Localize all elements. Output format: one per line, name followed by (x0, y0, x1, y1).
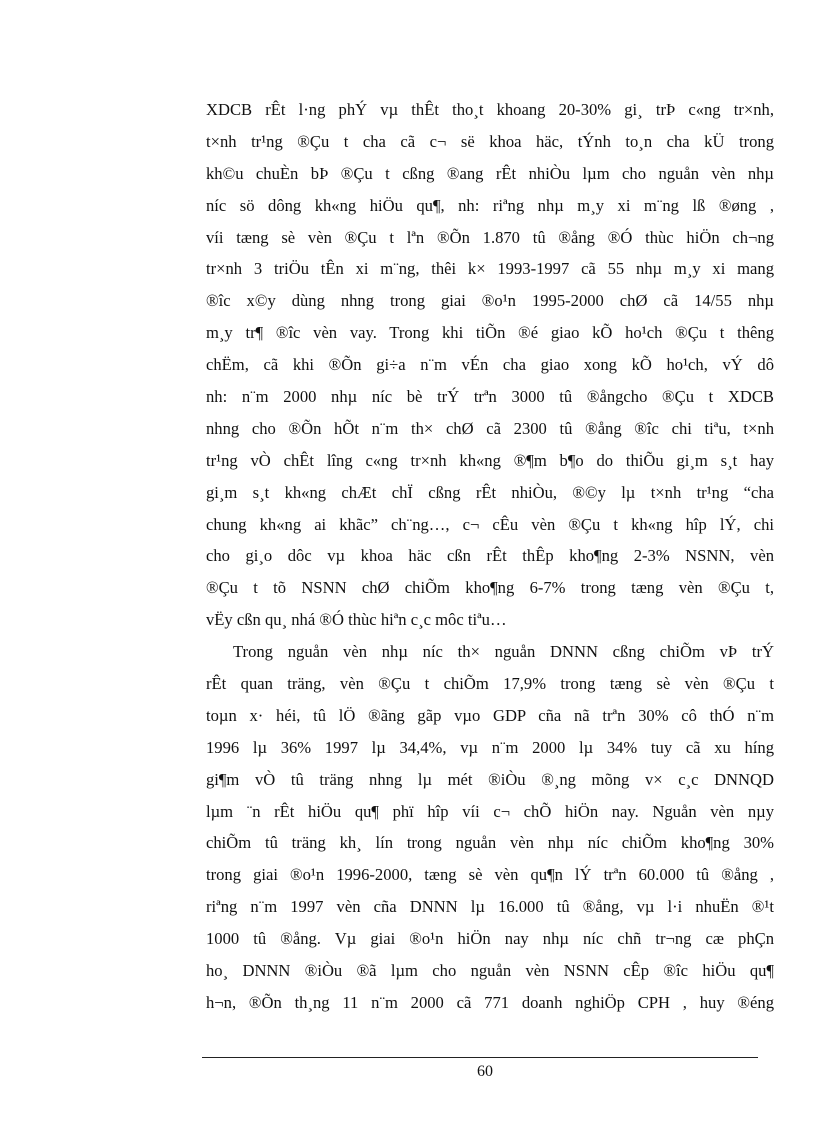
text-line: m¸y tr¶ ®îc vèn vay. Trong khi tiÕn ®é giao kÕ ho¹ch ®Çu t thêng (206, 323, 774, 343)
paragraph-1 (206, 94, 774, 636)
text-line: víi tæng sè vèn ®Çu t lªn ®Õn 1.870 tû ®ång ®Ó thùc hiÖn ch¬ng (206, 227, 774, 247)
text-line: kh©u chuÈn bÞ ®Çu t cßng ®ang rÊt nhiÒu lµm cho nguån vèn nhµ (206, 163, 774, 183)
text-line: toµn x· héi, tû lÖ ®ãng gãp vµo GDP cña nã trªn 30% cô thÓ n¨m (206, 705, 774, 725)
text-line: nhng cho ®Õn hÕt n¨m th× chØ cã 2300 tû ®ång ®îc chi tiªu, t×nh (206, 418, 774, 438)
text-line: tr×nh 3 triÖu tÊn xi m¨ng, thêi k× 1993-1997 cã 55 nhµ m¸y xi mang (206, 259, 774, 279)
paragraph-2 (206, 636, 774, 1019)
text-line: t×nh tr¹ng ®Çu t cha cã c¬ së khoa häc, tÝnh to¸n cha kÜ trong (206, 131, 774, 151)
text-line: níc sö dông kh«ng hiÖu qu¶, nh: riªng nhµ m¸y xi m¨ng lß ®øng , (206, 195, 774, 215)
text-line: h¬n, ®Õn th¸ng 11 n¨m 2000 cã 771 doanh nghiÖp CPH , huy ®éng (206, 992, 774, 1012)
text-line: 1000 tû ®ång. Vµ giai ®o¹n hiÖn nay nhµ níc chñ tr¬ng cæ phÇn (206, 929, 774, 949)
text-line: trong giai ®o¹n 1996-2000, tæng sè vèn qu¶n lÝ trªn 60.000 tû ®ång , (206, 865, 774, 885)
text-line: ®îc x©y dùng nhng trong giai ®o¹n 1995-2000 chØ cã 14/55 nhµ (206, 291, 774, 311)
text-line: Trong nguån vèn nhµ níc th× nguån DNNN cßng chiÕm vÞ trÝ (233, 642, 774, 662)
text-line: vËy cßn qu¸ nhá ®Ó thùc hiªn c¸c môc tiªu… (206, 610, 507, 630)
text-line: XDCB rÊt l·ng phÝ vµ thÊt tho¸t khoang 20-30% gi¸ trÞ c«ng tr×nh, (206, 100, 774, 119)
text-line: nh: n¨m 2000 nhµ níc bè trÝ trªn 3000 tû ®ångcho ®Çu t XDCB (206, 387, 774, 407)
text-line: gi¸m s¸t kh«ng chÆt chÏ cßng rÊt nhiÒu, ®©y lµ t×nh tr¹ng “cha (206, 482, 774, 502)
text-line: ho¸ DNNN ®iÒu ®ã lµm cho nguån vèn NSNN cÊp ®îc hiÖu qu¶ (206, 961, 774, 981)
body-text (206, 94, 774, 1019)
page-number: 60 (477, 1063, 493, 1080)
text-line: cho gi¸o dôc vµ khoa häc cßn rÊt thÊp kho¶ng 2-3% NSNN, vèn (206, 546, 774, 566)
text-line: chiÕm tû träng kh¸ lín trong nguån vèn nhµ níc chiÕm kho¶ng 30% (206, 833, 774, 853)
footer-divider (202, 1057, 758, 1058)
text-line: ®Çu t tõ NSNN chØ chiÕm kho¶ng 6-7% trong tæng vèn ®Çu t, (206, 578, 774, 598)
text-line: lµm ¨n rÊt hiÖu qu¶ phï hîp víi c¬ chÕ hiÖn nay. Nguån vèn nµy (206, 801, 774, 821)
text-line: gi¶m vÒ tû träng nhng lµ mét ®iÒu ®¸ng mõng v× c¸c DNNQD (206, 769, 774, 789)
text-line: chËm, cã khi ®Õn gi÷a n¨m vÉn cha giao xong kÕ ho¹ch, vÝ dô (206, 355, 774, 375)
text-line: rÊt quan träng, vèn ®Çu t chiÕm 17,9% trong tæng sè vèn ®Çu t (206, 674, 774, 694)
text-line: tr¹ng vÒ chÊt lîng c«ng tr×nh kh«ng ®¶m b¶o do thiÕu gi¸m s¸t hay (206, 450, 774, 470)
text-line: riªng n¨m 1997 vèn cña DNNN lµ 16.000 tû ®ång, vµ l·i nhuËn ®¹t (206, 897, 774, 917)
text-line: chung kh«ng ai khãc” ch¨ng…, c¬ cÊu vèn ®Çu t kh«ng hîp lÝ, chi (206, 514, 774, 534)
text-line: 1996 lµ 36% 1997 lµ 34,4%, vµ n¨m 2000 lµ 34% tuy cã xu híng (206, 737, 774, 757)
